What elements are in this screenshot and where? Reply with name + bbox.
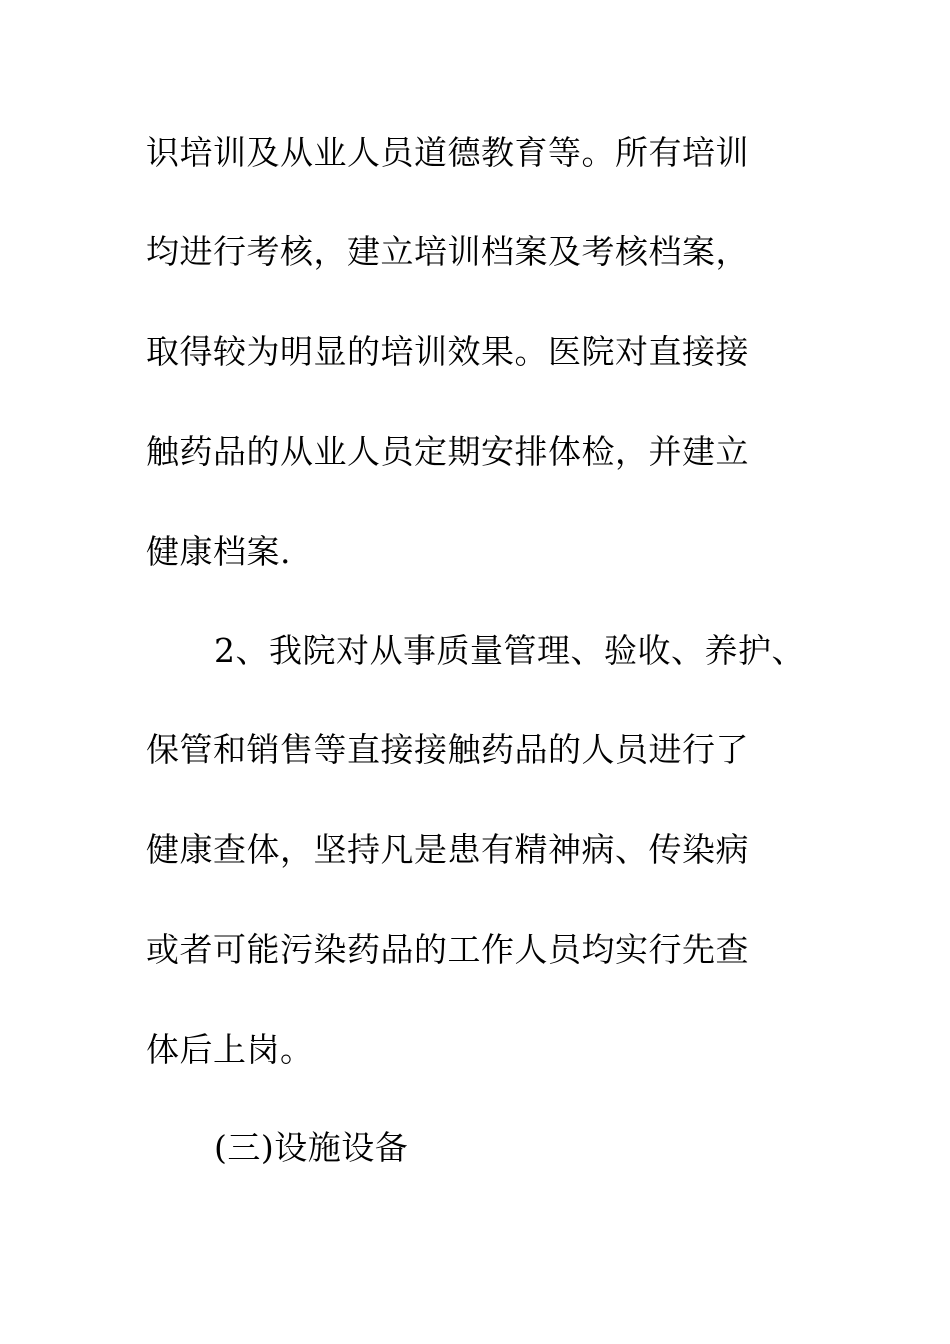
paragraph-line: 识培训及从业人员道德教育等。所有培训 (146, 133, 749, 172)
section-heading: (三)设施设备 (214, 1128, 409, 1167)
paragraph-line: 或者可能污染药品的工作人员均实行先查 (146, 930, 749, 969)
paragraph-line: 取得较为明显的培训效果。医院对直接接 (146, 332, 749, 371)
paragraph-line: 体后上岗。 (146, 1030, 314, 1069)
paragraph-line: 健康查体，坚持凡是患有精神病、传染病 (146, 830, 749, 869)
paragraph-line: 均进行考核，建立培训档案及考核档案， (146, 232, 749, 271)
paragraph-line: 保管和销售等直接接触药品的人员进行了 (146, 730, 749, 769)
paragraph-line: 2、我院对从事质量管理、验收、养护、 (214, 631, 805, 670)
paragraph-line: 触药品的从业人员定期安排体检，并建立 (146, 432, 749, 471)
paragraph-line: 健康档案. (146, 532, 291, 571)
